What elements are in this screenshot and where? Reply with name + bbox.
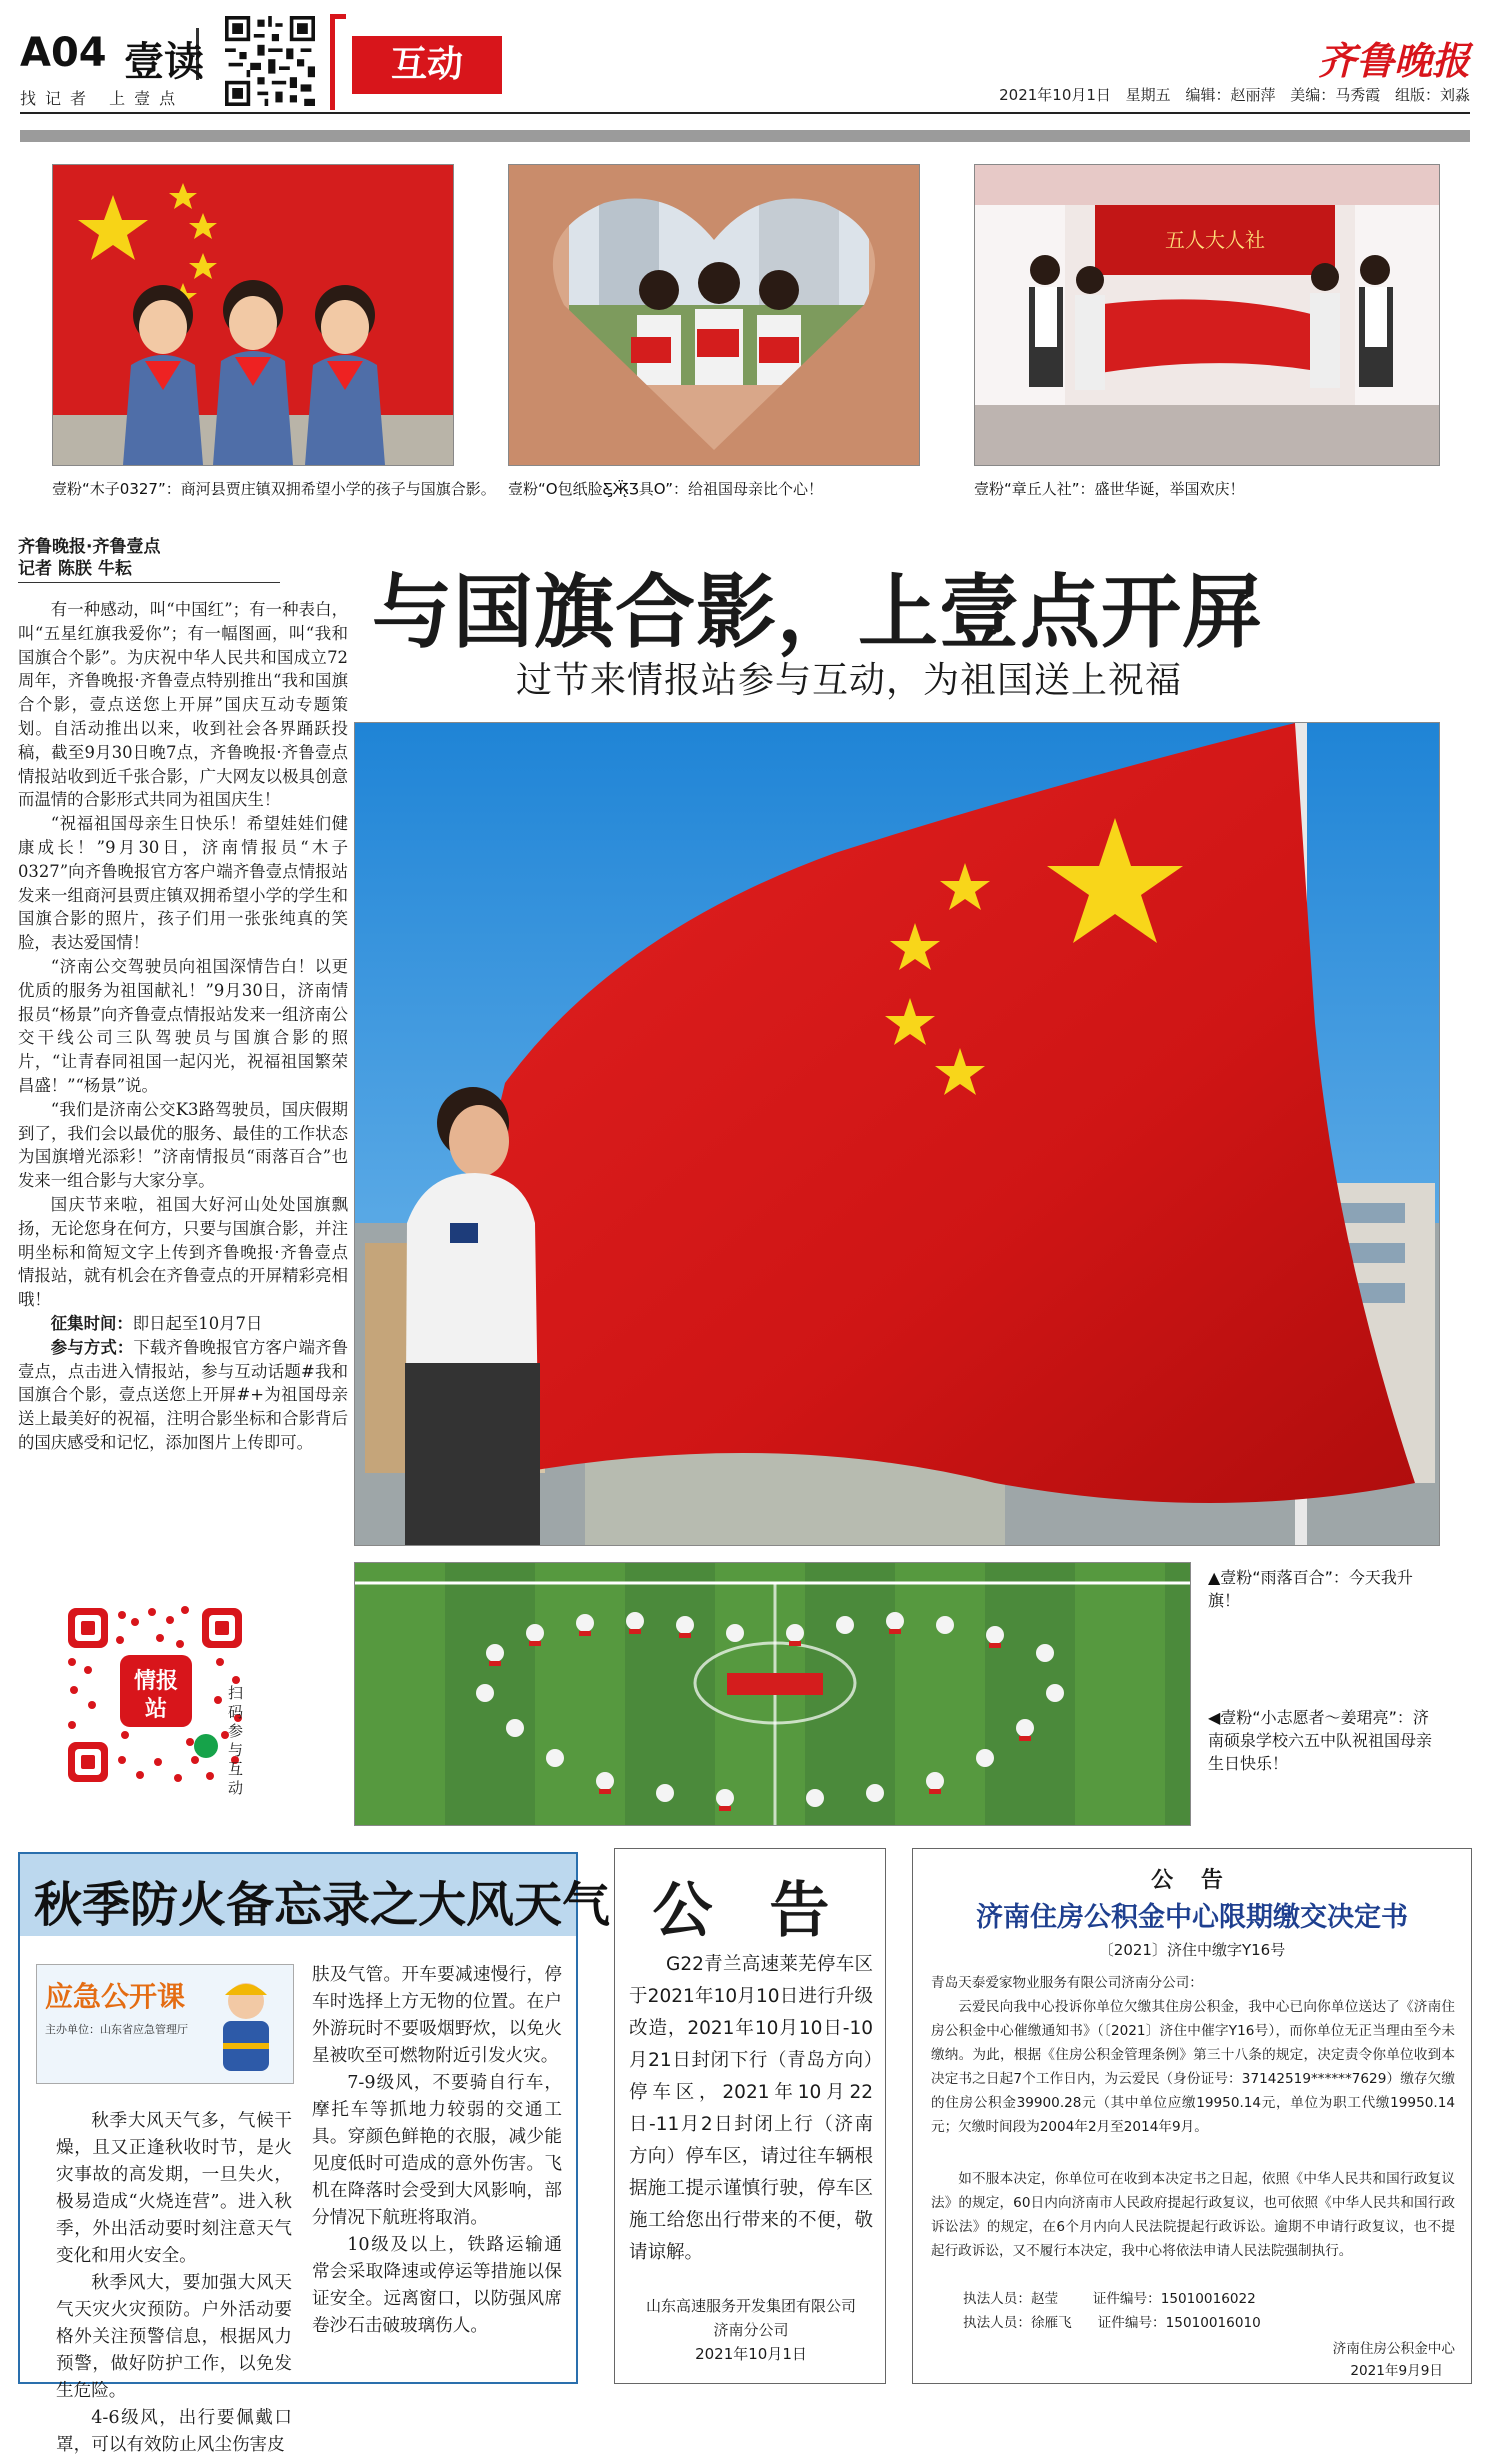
byline-reporters: 记者 陈朕 牛耘 [18,559,132,579]
photo-flag-raising [354,722,1440,1546]
promo-badge-line1: 情报 [133,1669,178,1694]
article-paragraph: “祝福祖国母亲生日快乐！希望娃娃们健康成长！”9月30日，济南情报员“木子0327”向齐鲁晚报官方客户端齐鲁壹点情报站发来一组商河县贾庄镇双拥希望小学的学生和国旗合影的照片，孩子们用一张张纯真的笑脸，表达爱国情！ [18,814,348,953]
notice-body: G22青兰高速莱芜停车区于2021年10月10日进行升级改造，2021年10月10日-10月21日封闭下行（青岛方向）停车区，2021年10月22日-11月2日封闭上行（济南方向）停车区，请过往车辆根据施工提示谨慎行驶，停车区施工给您出行带来的不便，敬请谅解。 [629,1954,873,2263]
newspaper-logo: 齐鲁晚报 [1317,38,1470,83]
fire-paragraph: 4-6级风，出行要佩戴口罩，可以有效防止风尘伤害皮 [56,2408,292,2455]
promo-side-text: 扫码参与互动 [228,1684,244,1797]
article-paragraph: 有一种感动，叫“中国红”；有一种表白，叫“五星红旗我爱你”；有一幅图画，叫“我和国旗合个影”。为庆祝中华人民共和国成立72周年，齐鲁晚报·齐鲁壹点特别推出“我和国旗合个影，壹点送您上开屏”国庆互动专题策划。自活动推出以来，收到社会各界踊跃投稿，截至9月30日晚7点，齐鲁晚报·齐鲁壹点情报站收到近千张合影，广大网友以极具创意而温情的合影形式共同为祖国庆生！ [18,600,348,810]
header-band [20,130,1470,142]
fire-paragraph: 秋季大风天气多，气候干燥，且又正逢秋收时节，是火灾事故的高发期，一旦失火，极易造成“火烧连营”。进入秋季，外出活动要时刻注意天气变化和用火安全。 [56,2111,292,2266]
photo-caption-flag-raiser: ▲壹粉“雨落百合”：今天我升旗！ [1208,1568,1413,1610]
date-bar: 2021年10月1日 星期五 编辑：赵丽萍 美编：马秀霞 组版：刘淼 [999,86,1470,104]
header-rule [20,112,1470,114]
notice-date: 2021年10月1日 [695,2345,807,2363]
collect-value: 即日起至10月7日 [132,1313,263,1333]
fire-column-right [312,1962,562,2340]
notice-sign-org: 济南住房公积金中心 [1332,2341,1455,2357]
page-number: A04 [20,30,107,76]
notice-org: 山东高速服务开发集团有限公司 [645,2297,856,2315]
photo-caption: 壹粉“木子0327”：商河县贾庄镇双拥希望小学的孩子与国旗合影。 [52,480,496,498]
notice-highway [614,1848,886,2384]
fire-paragraph: 7-9级风，不要骑自行车，摩托车等抓地力较弱的交通工具。穿颜色鲜艳的衣服，减少能见度低时可造成的意外伤害。飞机在降落时会受到大风影响，部分情况下航班将取消。 [312,2073,562,2228]
byline-outlet: 齐鲁晚报·齐鲁壹点 [18,537,161,557]
section-name: 壹读 [124,39,204,85]
byline [18,536,160,580]
photo-caption-heart-formation: ◀壹粉“小志愿者～姜珺亮”：济南硕泉学校六五中队祝祖国母亲生日快乐！ [1208,1708,1433,1773]
notice-org-branch: 济南分公司 [713,2321,789,2339]
method-value: 下载齐鲁晚报官方客户端齐鲁壹点，点击进入情报站，参与互动话题#我和国旗合个影，壹点送您上开屏#+为祖国母亲送上最美好的祝福，注明合影坐标和合影背后的国庆感受和记忆，添加图片上传即可。 [18,1337,349,1452]
notice-officer: 执法人员：徐雁飞 证件编号：15010016010 [963,2315,1261,2331]
article-paragraph: “济南公交驾驶员向祖国深情告白！以更优质的服务为祖国献礼！”9月30日，济南情报员“杨景”向齐鲁壹点情报站发来一组济南公交干线公司三队驾驶员与国旗合影的照片，“让青春同祖国一起闪光，祝福祖国繁荣昌盛！”“杨景”说。 [18,956,348,1095]
notice-title: 济南住房公积金中心限期缴交决定书 [976,1902,1408,1933]
byline-rule [18,582,280,583]
fire-title: 秋季防火备忘录之大风天气 [34,1877,611,1933]
promo-badge-line2: 站 [144,1697,167,1722]
photo-caption: 壹粉“O包纸脸Ƹ̵̡Ӝ̵̨̄Ʒ具O”：给祖国母亲比个心！ [508,480,824,498]
fire-paragraph: 10级及以上，铁路运输通常会采取降速或停运等措施以保证安全。远离窗口，以防强风席卷沙石击破玻璃伤人。 [312,2235,562,2336]
course-banner [36,1964,294,2084]
fire-safety-box [18,1852,611,2455]
sub-headline: 过节来情报站参与互动，为祖国送上祝福 [516,660,1183,701]
notice-title: 公 告 [652,1876,848,1946]
fire-paragraph: 肤及气管。开车要减速慢行，停车时选择上方无物的位置。在户外游玩时不要吸烟野炊，以免火星被吹至可燃物附近引发火灾。 [312,1965,562,2066]
notice-officer: 执法人员：赵莹 证件编号：15010016022 [963,2291,1256,2307]
notice-paragraph: 云爱民向我中心投诉你单位欠缴其住房公积金，我中心已向你单位送达了《济南住房公积金中心催缴通知书》（〔2021〕济住中催字Y16号），而你单位无正当理由至今未缴纳。为此，根据《住房公积金管理条例》第三十八条的规定，决定责令你单位收到本决定书之日起7个工作日内，为云爱民（身份证号：37142519******7629）缴存欠缴的住房公积金39900.28元（其中单位应缴19950.14元，单位为职工代缴19950.14元；欠缴时间段为2004年2月至2014年9月。 [931,1999,1455,2135]
qr-promo[interactable] [60,1600,250,1790]
channel-tag: 互动 [352,36,502,94]
method-label: 参与方式： [50,1337,134,1357]
course-banner-sub: 主办单位：山东省应急管理厅 [45,2023,188,2036]
fire-column-left [56,2108,292,2459]
notice-recipient: 青岛天泰爱家物业服务有限公司济南分公司： [931,1975,1203,1991]
course-banner-title: 应急公开课 [45,1980,186,2013]
notice-doc-number: 〔2021〕济住中缴字Y16号 [1098,1941,1286,1959]
firefighter-icon [205,1973,287,2077]
channel-bracket [330,14,346,110]
notice-sign-date: 2021年9月9日 [1350,2363,1443,2379]
photo-children-with-flag [52,164,454,466]
photo-heart-formation [354,1562,1191,1826]
notice-label: 公 告 [1151,1868,1233,1893]
article-paragraph: “我们是济南公交K3路驾驶员，国庆假期到了，我们会以最优的服务、最佳的工作状态为国旗增光添彩！”济南情报员“雨落百合”也发来一组合影与大家分享。 [18,1099,348,1191]
notice-paragraph: 如不服本决定，你单位可在收到本决定书之日起，依照《中华人民共和国行政复议法》的规定，60日内向济南市人民政府提起行政复议，也可依照《中华人民共和国行政诉讼法》的规定，在6个月内向人民法院提起行政诉讼。逾期不申请行政复议，也不提起行政诉讼，又不履行本决定，我中心将依法申请人民法院强制执行。 [931,2171,1455,2259]
qr-code-icon[interactable] [225,16,315,106]
collect-label: 征集时间： [50,1313,133,1333]
fire-paragraph: 秋季风大，要加强大风天气天灾火灾预防。户外活动要格外关注预警信息，根据风力预警，做好防护工作，以免发生危险。 [56,2273,292,2401]
photo-caption: 壹粉“章丘人社”：盛世华诞，举国欢庆！ [974,480,1245,498]
article-paragraph: 国庆节来啦，祖国大好河山处处国旗飘扬，无论您身在何方，只要与国旗合影，并注明坐标和简短文字上传到齐鲁晚报·齐鲁壹点情报站，就有机会在齐鲁壹点的开屏精彩亮相哦！ [18,1194,348,1310]
participation-method [18,1336,348,1455]
banner-text: 五人大人社 [1165,228,1265,252]
photo-hall-flag [974,164,1440,466]
photo-heart-hands [508,164,920,466]
collect-time [18,1312,348,1336]
main-headline: 与国旗合影，上壹点开屏 [372,566,1263,659]
slogan: 找记者 上壹点 [20,89,185,108]
notice-housing-fund [912,1848,1472,2384]
article-body [18,598,348,1455]
